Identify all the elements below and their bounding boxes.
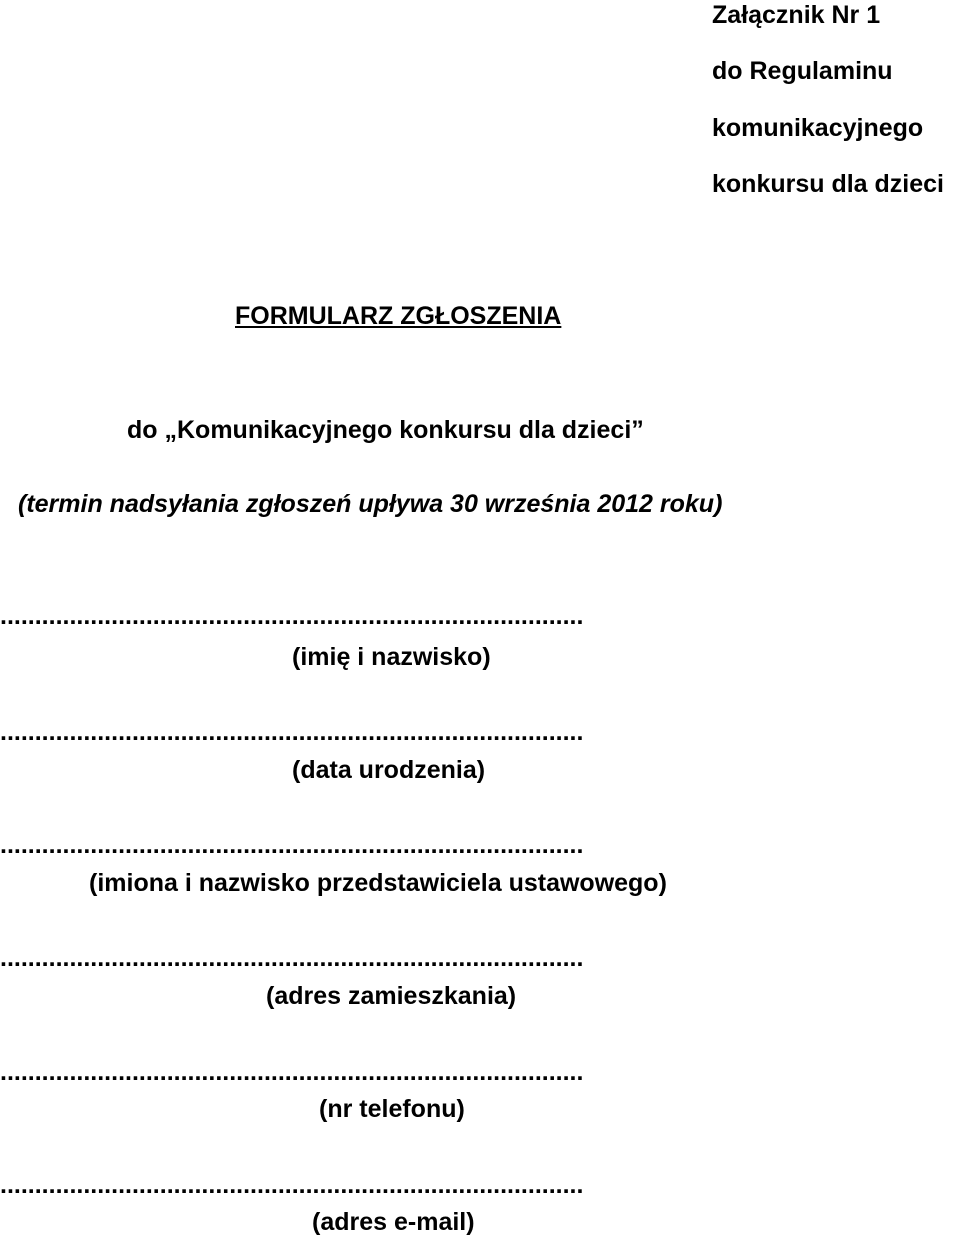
fill-line-email[interactable]: .................................................................................... — [0, 1171, 584, 1199]
caption-birth-date: (data urodzenia) — [292, 756, 486, 784]
fill-line-birth-date[interactable]: .................................................................................... — [0, 718, 584, 746]
caption-address: (adres zamieszkania) — [266, 982, 517, 1010]
form-title: FORMULARZ ZGŁOSZENIA — [235, 302, 562, 330]
fill-line-full-name[interactable]: .................................................................................... — [0, 602, 584, 630]
caption-email: (adres e-mail) — [312, 1208, 475, 1236]
caption-guardian-name: (imiona i nazwisko przedstawiciela ustawowego) — [89, 869, 667, 897]
fill-line-phone[interactable]: .................................................................................... — [0, 1058, 584, 1086]
deadline-note: (termin nadsyłania zgłoszeń upływa 30 września 2012 roku) — [18, 490, 723, 518]
fill-line-address[interactable]: .................................................................................... — [0, 944, 584, 972]
fill-line-guardian-name[interactable]: .................................................................................... — [0, 831, 584, 859]
annex-line-3: komunikacyjnego — [712, 114, 924, 142]
form-subtitle: do „Komunikacyjnego konkursu dla dzieci” — [127, 416, 644, 444]
annex-line-2: do Regulaminu — [712, 57, 893, 85]
caption-phone: (nr telefonu) — [319, 1095, 465, 1123]
annex-line-4: konkursu dla dzieci — [712, 170, 945, 198]
annex-line-1: Załącznik Nr 1 — [712, 1, 881, 29]
caption-full-name: (imię i nazwisko) — [292, 643, 491, 671]
